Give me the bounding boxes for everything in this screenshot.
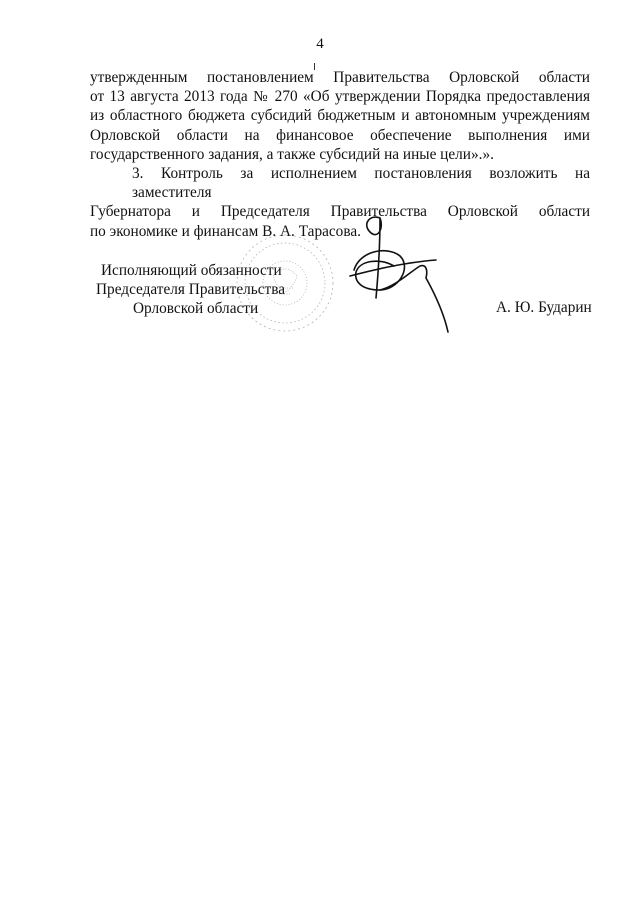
paragraph-3-line-3: по экономике и финансам В. А. Тарасова.: [90, 222, 361, 240]
page-number: 4: [316, 36, 324, 52]
body-line-1: утвержденным постановлением Правительства Орловской области: [90, 69, 590, 86]
signatory-title-line-2: Председателя Правительства: [96, 281, 286, 298]
signatory-title-line-3: Орловской области: [133, 300, 259, 317]
body-line-4: Орловской области на финансовое обеспечение выполнения ими: [90, 126, 590, 144]
paragraph-3-line-1: 3. Контроль за исполнением постановления возложить на заместителя: [132, 165, 590, 202]
signatory-name: А. Ю. Бударин: [496, 299, 592, 316]
signatory-title-line-1: Исполняющий обязанности: [101, 262, 282, 279]
body-line-3: из областного бюджета субсидий бюджетным и автономным учреждениям: [90, 107, 590, 125]
handwritten-signature: [340, 206, 460, 346]
signature-block: [0, 256, 640, 376]
paragraph-3-line-2: Губернатора и Председателя Правительства Орловской области: [90, 203, 590, 221]
body-line-5: государственного задания, а также субсидий на иные цели».».: [90, 145, 494, 163]
body-line-2: от 13 августа 2013 года № 270 «Об утверждении Порядка предоставления: [90, 88, 590, 106]
